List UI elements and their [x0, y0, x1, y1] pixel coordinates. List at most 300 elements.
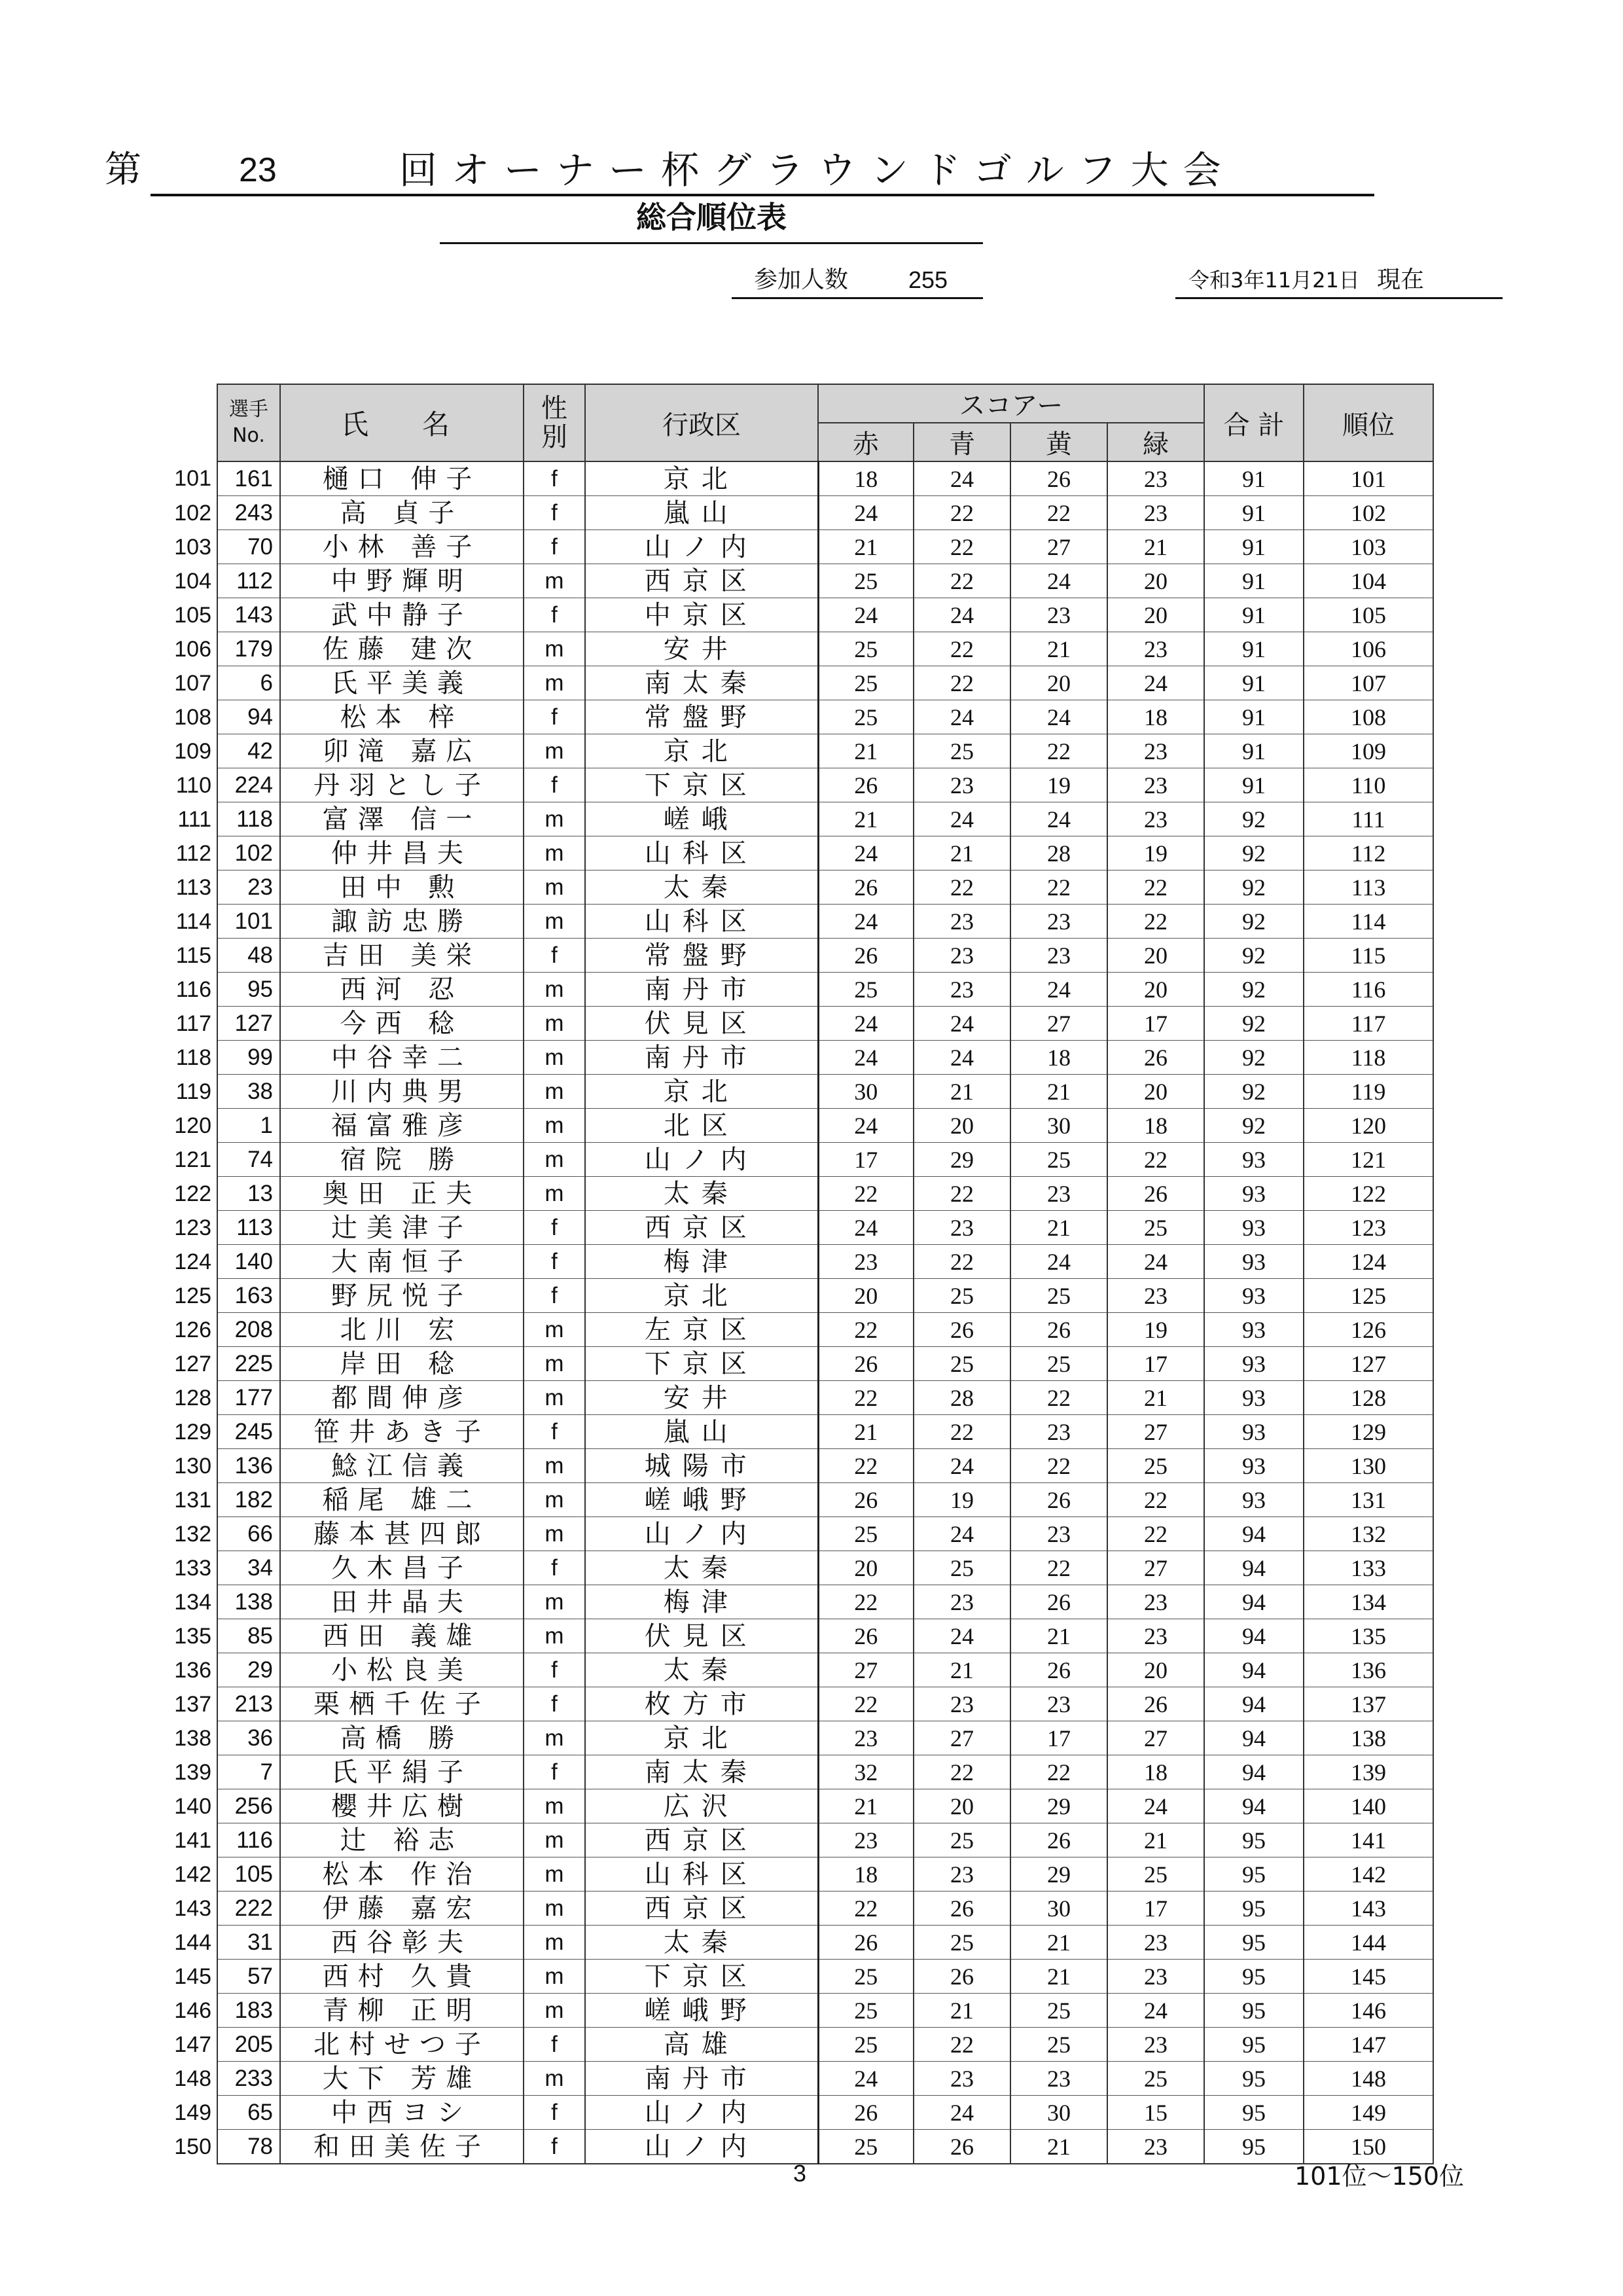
player-sex: f — [524, 1653, 585, 1687]
player-district: 山ノ内 — [585, 2096, 818, 2130]
table-row — [154, 1483, 1433, 1517]
score-yellow: 24 — [1010, 1245, 1107, 1279]
score-green: 19 — [1107, 836, 1204, 870]
player-rank: 102 — [1304, 496, 1433, 530]
score-yellow: 26 — [1010, 1653, 1107, 1687]
player-rank: 146 — [1304, 1994, 1433, 2028]
player-name: 西田 義雄 — [280, 1619, 524, 1653]
row-number: 135 — [154, 1619, 217, 1653]
player-rank: 105 — [1304, 598, 1433, 632]
row-number: 122 — [154, 1177, 217, 1211]
player-rank: 128 — [1304, 1381, 1433, 1415]
score-blue: 23 — [914, 1687, 1010, 1721]
row-number: 142 — [154, 1857, 217, 1892]
score-blue: 25 — [914, 734, 1010, 768]
score-total: 95 — [1204, 1823, 1304, 1857]
player-district: 南太秦 — [585, 1755, 818, 1789]
score-red: 26 — [818, 1347, 914, 1381]
player-sex: m — [524, 1483, 585, 1517]
table-row — [154, 461, 1433, 496]
table-row — [154, 1994, 1433, 2028]
score-yellow: 25 — [1010, 1347, 1107, 1381]
player-sex: m — [524, 1381, 585, 1415]
player-rank: 132 — [1304, 1517, 1433, 1551]
player-number: 205 — [217, 2028, 280, 2062]
player-sex: m — [524, 1347, 585, 1381]
score-total: 91 — [1204, 598, 1304, 632]
player-district: 伏見区 — [585, 1619, 818, 1653]
player-sex: m — [524, 973, 585, 1007]
score-blue: 23 — [914, 973, 1010, 1007]
score-blue: 24 — [914, 461, 1010, 496]
player-rank: 123 — [1304, 1211, 1433, 1245]
player-sex: f — [524, 1245, 585, 1279]
player-rank: 147 — [1304, 2028, 1433, 2062]
player-rank: 149 — [1304, 2096, 1433, 2130]
row-number: 143 — [154, 1892, 217, 1926]
score-green: 18 — [1107, 700, 1204, 734]
player-rank: 142 — [1304, 1857, 1433, 1892]
player-district: 伏見区 — [585, 1007, 818, 1041]
row-number: 104 — [154, 564, 217, 598]
score-blue: 24 — [914, 1619, 1010, 1653]
score-blue: 24 — [914, 1007, 1010, 1041]
score-red: 23 — [818, 1721, 914, 1755]
row-number: 105 — [154, 598, 217, 632]
player-rank: 116 — [1304, 973, 1433, 1007]
table-row — [154, 1755, 1433, 1789]
player-number: 38 — [217, 1075, 280, 1109]
table-row — [154, 1857, 1433, 1892]
score-red: 21 — [818, 802, 914, 836]
table-row — [154, 1143, 1433, 1177]
player-sex: f — [524, 1755, 585, 1789]
score-blue: 25 — [914, 1823, 1010, 1857]
score-red: 20 — [818, 1279, 914, 1313]
player-number: 78 — [217, 2130, 280, 2164]
score-red: 25 — [818, 1517, 914, 1551]
player-district: 山科区 — [585, 905, 818, 939]
score-yellow: 24 — [1010, 564, 1107, 598]
player-district: 下京区 — [585, 768, 818, 802]
score-red: 23 — [818, 1245, 914, 1279]
score-yellow: 23 — [1010, 598, 1107, 632]
player-name: 富澤 信一 — [280, 802, 524, 836]
player-no-header-top: 選手 — [229, 398, 268, 421]
score-green: 21 — [1107, 530, 1204, 564]
player-number: 6 — [217, 666, 280, 700]
player-rank: 140 — [1304, 1789, 1433, 1823]
player-district: 南太秦 — [585, 666, 818, 700]
player-name: 西谷彰夫 — [280, 1926, 524, 1960]
player-district: 京北 — [585, 1279, 818, 1313]
player-sex: f — [524, 2130, 585, 2164]
score-blue: 28 — [914, 1381, 1010, 1415]
score-green: 24 — [1107, 666, 1204, 700]
score-yellow: 22 — [1010, 496, 1107, 530]
score-blue: 24 — [914, 700, 1010, 734]
player-sex: m — [524, 1143, 585, 1177]
player-name: 岸田 稔 — [280, 1347, 524, 1381]
score-red: 24 — [818, 1041, 914, 1075]
player-district: 西京区 — [585, 1892, 818, 1926]
player-sex: f — [524, 1415, 585, 1449]
score-red: 25 — [818, 564, 914, 598]
table-row — [154, 530, 1433, 564]
player-number: 222 — [217, 1892, 280, 1926]
player-number: 225 — [217, 1347, 280, 1381]
table-row — [154, 1211, 1433, 1245]
score-green: 21 — [1107, 1823, 1204, 1857]
score-blue: 22 — [914, 870, 1010, 905]
player-sex: f — [524, 598, 585, 632]
score-yellow: 26 — [1010, 1483, 1107, 1517]
row-number: 113 — [154, 870, 217, 905]
player-district: 山科区 — [585, 1857, 818, 1892]
table-row — [154, 1721, 1433, 1755]
score-yellow: 20 — [1010, 666, 1107, 700]
score-red: 24 — [818, 2062, 914, 2096]
table-row — [154, 2130, 1433, 2164]
score-yellow: 23 — [1010, 1687, 1107, 1721]
sex-header — [524, 384, 585, 461]
score-green: 23 — [1107, 2028, 1204, 2062]
row-number: 117 — [154, 1007, 217, 1041]
score-red: 17 — [818, 1143, 914, 1177]
player-rank: 131 — [1304, 1483, 1433, 1517]
score-total: 93 — [1204, 1143, 1304, 1177]
player-rank: 113 — [1304, 870, 1433, 905]
sex-header-top: 性 — [541, 393, 567, 423]
player-sex: m — [524, 1109, 585, 1143]
player-district: 山ノ内 — [585, 2130, 818, 2164]
player-number: 177 — [217, 1381, 280, 1415]
score-red: 21 — [818, 1415, 914, 1449]
player-number: 66 — [217, 1517, 280, 1551]
score-red: 24 — [818, 1211, 914, 1245]
score-blue: 21 — [914, 1994, 1010, 2028]
row-number: 132 — [154, 1517, 217, 1551]
title-prefix: 第 — [105, 149, 141, 191]
score-yellow: 30 — [1010, 2096, 1107, 2130]
table-row — [154, 1109, 1433, 1143]
player-sex: m — [524, 564, 585, 598]
player-name: 氏平絹子 — [280, 1755, 524, 1789]
score-red: 25 — [818, 632, 914, 666]
player-district: 山科区 — [585, 836, 818, 870]
score-blue: 24 — [914, 802, 1010, 836]
participants-count-box — [732, 263, 983, 299]
score-yellow: 21 — [1010, 1619, 1107, 1653]
score-red: 26 — [818, 1619, 914, 1653]
score-green: 23 — [1107, 632, 1204, 666]
score-blue: 22 — [914, 666, 1010, 700]
table-row — [154, 1347, 1433, 1381]
table-row — [154, 1687, 1433, 1721]
score-yellow: 23 — [1010, 905, 1107, 939]
score-green: 18 — [1107, 1109, 1204, 1143]
score-total: 95 — [1204, 1960, 1304, 1994]
score-yellow: 21 — [1010, 1926, 1107, 1960]
player-sex: m — [524, 666, 585, 700]
score-total: 92 — [1204, 973, 1304, 1007]
score-green: 25 — [1107, 1211, 1204, 1245]
score-yellow: 21 — [1010, 632, 1107, 666]
row-number: 123 — [154, 1211, 217, 1245]
score-yellow: 30 — [1010, 1109, 1107, 1143]
score-yellow: 17 — [1010, 1721, 1107, 1755]
player-district: 梅津 — [585, 1245, 818, 1279]
score-total: 92 — [1204, 1041, 1304, 1075]
player-name: 大南恒子 — [280, 1245, 524, 1279]
row-number: 127 — [154, 1347, 217, 1381]
score-yellow: 21 — [1010, 1960, 1107, 1994]
score-yellow: 25 — [1010, 1279, 1107, 1313]
score-blue: 21 — [914, 1075, 1010, 1109]
player-name: 鯰江信義 — [280, 1449, 524, 1483]
player-sex: m — [524, 1960, 585, 1994]
player-name: 奥田 正夫 — [280, 1177, 524, 1211]
score-green: 18 — [1107, 1755, 1204, 1789]
player-sex: m — [524, 905, 585, 939]
player-district: 広沢 — [585, 1789, 818, 1823]
score-blue: 24 — [914, 1517, 1010, 1551]
score-total: 91 — [1204, 632, 1304, 666]
player-number: 116 — [217, 1823, 280, 1857]
player-district: 京北 — [585, 461, 818, 496]
table-row — [154, 836, 1433, 870]
score-red: 22 — [818, 1585, 914, 1619]
table-row — [154, 1007, 1433, 1041]
score-total: 94 — [1204, 1789, 1304, 1823]
score-blue: 22 — [914, 1245, 1010, 1279]
ranking-table — [154, 384, 1434, 2164]
table-row — [154, 1551, 1433, 1585]
score-yellow: 27 — [1010, 1007, 1107, 1041]
score-yellow: 29 — [1010, 1857, 1107, 1892]
player-sex: m — [524, 1585, 585, 1619]
player-number: 161 — [217, 461, 280, 496]
player-district: 太秦 — [585, 870, 818, 905]
row-number: 103 — [154, 530, 217, 564]
player-rank: 103 — [1304, 530, 1433, 564]
score-red: 26 — [818, 768, 914, 802]
player-sex: m — [524, 1857, 585, 1892]
player-no-header — [217, 384, 280, 461]
score-total: 93 — [1204, 1279, 1304, 1313]
player-name: 川内典男 — [280, 1075, 524, 1109]
table-row — [154, 496, 1433, 530]
score-green: 23 — [1107, 734, 1204, 768]
player-name: 辻 裕志 — [280, 1823, 524, 1857]
player-name: 北村せつ子 — [280, 2028, 524, 2062]
player-rank: 115 — [1304, 939, 1433, 973]
score-red: 25 — [818, 2130, 914, 2164]
player-district: 嵯峨 — [585, 802, 818, 836]
row-number: 118 — [154, 1041, 217, 1075]
score-green: 23 — [1107, 461, 1204, 496]
player-rank: 144 — [1304, 1926, 1433, 1960]
player-number: 208 — [217, 1313, 280, 1347]
score-yellow: 24 — [1010, 802, 1107, 836]
table-row — [154, 768, 1433, 802]
player-district: 京北 — [585, 1075, 818, 1109]
as-of-date: 令和3年11月21日 — [1188, 268, 1360, 293]
score-yellow: 22 — [1010, 1381, 1107, 1415]
player-name: 都間伸彦 — [280, 1381, 524, 1415]
player-number: 31 — [217, 1926, 280, 1960]
table-row — [154, 2096, 1433, 2130]
player-name: 西河 忍 — [280, 973, 524, 1007]
player-rank: 107 — [1304, 666, 1433, 700]
table-row — [154, 1585, 1433, 1619]
row-number: 150 — [154, 2130, 217, 2164]
row-number: 115 — [154, 939, 217, 973]
participants-label: 参加人数 — [754, 266, 849, 293]
row-number: 144 — [154, 1926, 217, 1960]
score-blue: 22 — [914, 632, 1010, 666]
score-yellow: 23 — [1010, 939, 1107, 973]
score-total: 91 — [1204, 461, 1304, 496]
score-total: 91 — [1204, 666, 1304, 700]
score-green: 19 — [1107, 1313, 1204, 1347]
score-total: 92 — [1204, 1109, 1304, 1143]
table-row — [154, 1892, 1433, 1926]
table-row — [154, 700, 1433, 734]
table-body — [154, 461, 1433, 2164]
player-name: 武中静子 — [280, 598, 524, 632]
player-number: 29 — [217, 1653, 280, 1687]
score-total: 91 — [1204, 700, 1304, 734]
title-block — [105, 149, 1374, 196]
score-blue: 22 — [914, 496, 1010, 530]
score-total: 92 — [1204, 870, 1304, 905]
player-sex: f — [524, 496, 585, 530]
player-district: 南丹市 — [585, 2062, 818, 2096]
score-yellow: 25 — [1010, 1143, 1107, 1177]
score-green: 17 — [1107, 1347, 1204, 1381]
score-blue: 23 — [914, 905, 1010, 939]
player-sex: m — [524, 632, 585, 666]
edition-number: 23 — [239, 151, 277, 189]
score-total: 94 — [1204, 1551, 1304, 1585]
player-rank: 118 — [1304, 1041, 1433, 1075]
score-total: 93 — [1204, 1347, 1304, 1381]
player-sex: f — [524, 939, 585, 973]
player-number: 1 — [217, 1109, 280, 1143]
player-name: 丹羽とし子 — [280, 768, 524, 802]
player-district: 嵯峨野 — [585, 1483, 818, 1517]
score-red: 21 — [818, 530, 914, 564]
player-name: 藤本甚四郎 — [280, 1517, 524, 1551]
table-row — [154, 1415, 1433, 1449]
player-sex: f — [524, 2028, 585, 2062]
player-sex: m — [524, 1007, 585, 1041]
player-name: 高橋 勝 — [280, 1721, 524, 1755]
player-name: 青柳 正明 — [280, 1994, 524, 2028]
player-number: 143 — [217, 598, 280, 632]
score-blue: 23 — [914, 1211, 1010, 1245]
player-number: 102 — [217, 836, 280, 870]
score-yellow: 26 — [1010, 1823, 1107, 1857]
row-number: 106 — [154, 632, 217, 666]
row-number: 109 — [154, 734, 217, 768]
row-number: 102 — [154, 496, 217, 530]
player-name: 中西ヨシ — [280, 2096, 524, 2130]
score-red: 21 — [818, 734, 914, 768]
participants-value: 255 — [908, 266, 948, 293]
player-name: 野尻悦子 — [280, 1279, 524, 1313]
score-blue: 24 — [914, 2096, 1010, 2130]
table-row — [154, 802, 1433, 836]
score-green: 25 — [1107, 2062, 1204, 2096]
score-red: 25 — [818, 1994, 914, 2028]
score-green: 23 — [1107, 2130, 1204, 2164]
green-header: 緑 — [1107, 423, 1204, 461]
score-red: 25 — [818, 666, 914, 700]
score-total: 91 — [1204, 564, 1304, 598]
player-rank: 127 — [1304, 1347, 1433, 1381]
score-yellow: 26 — [1010, 1313, 1107, 1347]
player-name: 久木昌子 — [280, 1551, 524, 1585]
score-blue: 20 — [914, 1789, 1010, 1823]
table-row — [154, 1313, 1433, 1347]
player-district: 南丹市 — [585, 1041, 818, 1075]
table-row — [154, 2062, 1433, 2096]
player-number: 99 — [217, 1041, 280, 1075]
score-blue: 22 — [914, 1177, 1010, 1211]
player-name: 松本 作治 — [280, 1857, 524, 1892]
player-sex: m — [524, 1177, 585, 1211]
score-red: 24 — [818, 598, 914, 632]
table-row — [154, 1926, 1433, 1960]
as-of-date-box — [1175, 263, 1503, 299]
score-red: 25 — [818, 973, 914, 1007]
player-number: 245 — [217, 1415, 280, 1449]
player-district: 下京区 — [585, 1960, 818, 1994]
player-rank: 126 — [1304, 1313, 1433, 1347]
score-green: 20 — [1107, 939, 1204, 973]
player-rank: 108 — [1304, 700, 1433, 734]
player-rank: 136 — [1304, 1653, 1433, 1687]
score-blue: 26 — [914, 1960, 1010, 1994]
score-total: 94 — [1204, 1721, 1304, 1755]
score-total: 91 — [1204, 496, 1304, 530]
player-sex: m — [524, 1721, 585, 1755]
score-green: 23 — [1107, 1619, 1204, 1653]
table-row — [154, 2028, 1433, 2062]
score-yellow: 24 — [1010, 973, 1107, 1007]
score-total: 95 — [1204, 2130, 1304, 2164]
row-number: 140 — [154, 1789, 217, 1823]
player-sex: f — [524, 2096, 585, 2130]
player-number: 256 — [217, 1789, 280, 1823]
player-rank: 109 — [1304, 734, 1433, 768]
score-total: 95 — [1204, 1926, 1304, 1960]
score-yellow: 22 — [1010, 1551, 1107, 1585]
score-green: 22 — [1107, 1517, 1204, 1551]
player-number: 74 — [217, 1143, 280, 1177]
player-number: 113 — [217, 1211, 280, 1245]
score-blue: 27 — [914, 1721, 1010, 1755]
player-number: 94 — [217, 700, 280, 734]
score-blue: 22 — [914, 1755, 1010, 1789]
score-red: 30 — [818, 1075, 914, 1109]
score-red: 26 — [818, 1926, 914, 1960]
player-rank: 119 — [1304, 1075, 1433, 1109]
score-green: 20 — [1107, 1075, 1204, 1109]
score-total: 93 — [1204, 1211, 1304, 1245]
